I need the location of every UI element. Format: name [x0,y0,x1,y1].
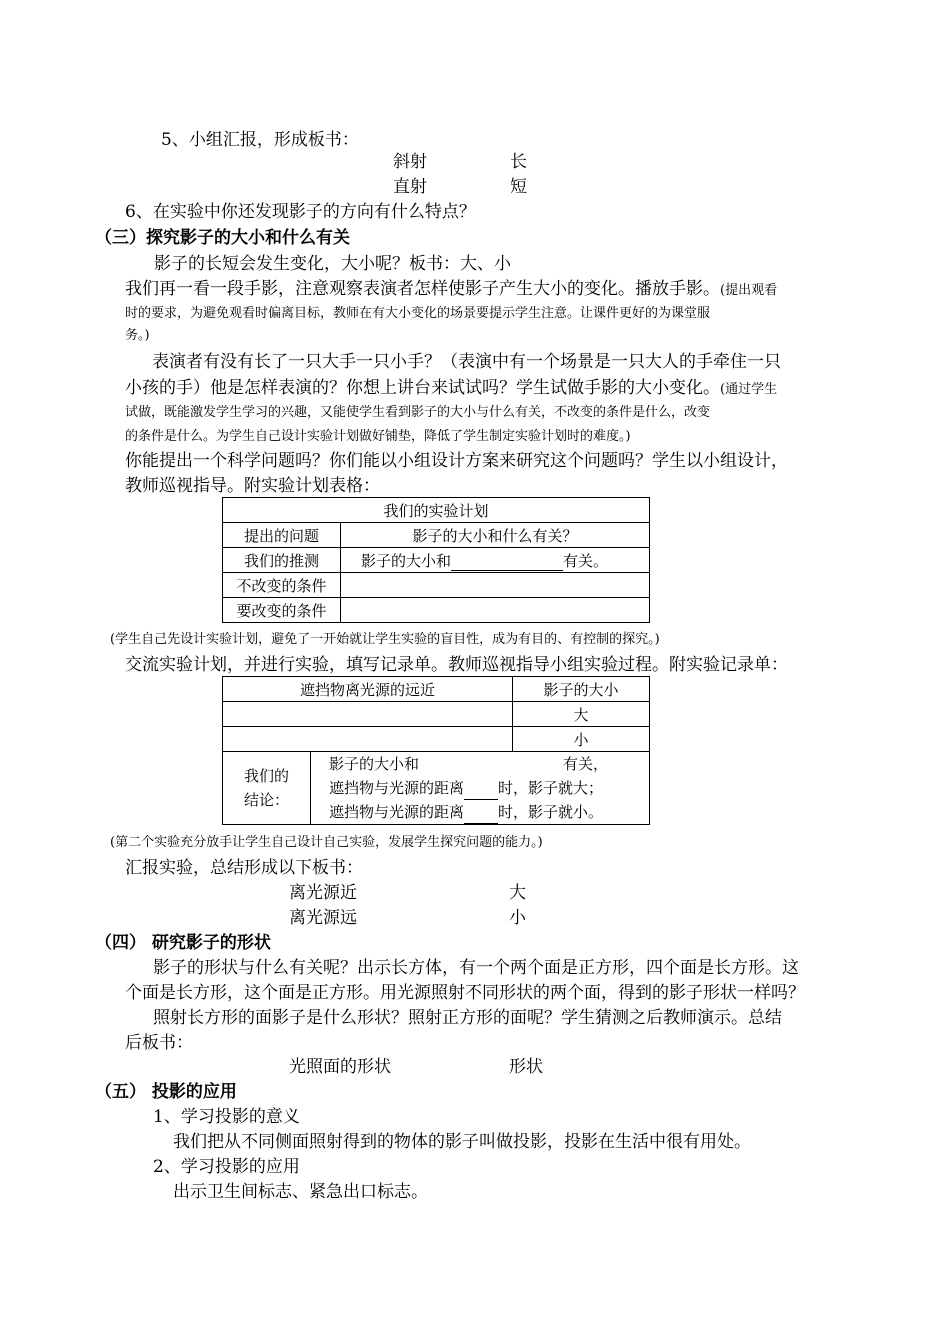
table-cell [341,573,650,598]
table-title: 我们的实验计划 [223,498,650,523]
table-cell: 小 [513,727,650,752]
table-cell: 提出的问题 [223,523,341,548]
conclusion-line: 影子的大小和 有关， [329,755,609,773]
paragraph-line: 出示卫生间标志、紧急出口标志。 [173,1182,428,1202]
paragraph-line: 教师巡视指导。附实验计划表格： [125,476,380,496]
board-item: 短 [510,177,527,197]
board-item: 离光源远 [289,908,357,928]
board-item: 大 [509,883,526,903]
paragraph: 影子的长短会发生变化，大小呢？板书：大、小 [154,254,511,274]
step-5: 5、小组汇报，形成板书： [161,130,359,150]
list-item: 2、学习投影的应用 [153,1157,300,1177]
table-cell: 不改变的条件 [223,573,341,598]
fill-blank [464,784,498,800]
experiment-plan-table [222,497,650,623]
paragraph-line: 汇报实验，总结形成以下板书： [125,858,363,878]
section-heading: （五） 投影的应用 [95,1082,237,1102]
board-item: 离光源近 [289,883,357,903]
board-item: 直射 [393,177,427,197]
section-heading: （三）探究影子的大小和什么有关 [95,228,350,248]
paragraph-line: 影子的形状与什么有关呢？出示长方体，有一个两个面是正方形，四个面是长方形。这 [153,958,799,978]
paragraph-line: 后板书： [125,1033,193,1053]
conclusion-line: 遮挡物与光源的距离 时，影子就小。 [329,800,643,824]
note-line: 试做，既能激发学生学习的兴趣，又能使学生看到影子的大小与什么有关，不改变的条件是什么，改变 [125,405,711,420]
note-line: (第二个实验充分放手让学生自己设计自己实验，发展学生探究问题的能力。) [110,835,543,850]
table-header: 影子的大小 [513,677,650,702]
table-header-row [223,677,650,702]
section-heading: （四） 研究影子的形状 [95,933,271,953]
table-row [223,598,650,623]
conclusion-label: 我们的 结论： [223,752,311,825]
table-cell [223,702,513,727]
conclusion-cell [311,752,650,825]
conclusion-row [223,752,650,825]
table-cell [341,598,650,623]
table-cell: 我们的推测 [223,548,341,573]
paragraph-line: 表演者有没有长了一只大手一只小手？（表演中有一个场景是一只大人的手牵住一只 [152,352,781,372]
board-item: 小 [509,908,526,928]
table-cell: 影子的大小和 有关。 [341,548,650,573]
table-cell: 大 [513,702,650,727]
fill-blank [464,808,498,824]
note-line: 时的要求，为避免观看时偏离目标，教师在有大小变化的场景要提示学生注意。让课件更好的为课堂服 [125,306,711,321]
table-header: 遮挡物离光源的远近 [223,677,513,702]
list-item: 1、学习投影的意义 [153,1107,300,1127]
fill-blank [451,555,563,571]
board-item: 光照面的形状 [289,1057,391,1077]
table-row [223,573,650,598]
note-line: 的条件是什么。为学生自己设计实验计划做好铺垫，降低了学生制定实验计划时的难度。) [125,429,631,444]
board-item: 形状 [509,1057,543,1077]
table-cell [223,727,513,752]
experiment-record-table [222,676,650,825]
board-item: 斜射 [393,152,427,172]
note-line: 务。) [125,328,150,343]
table-row [223,523,650,548]
table-row [223,702,650,727]
paragraph-line: 我们再一看一段手影，注意观察表演者怎样使影子产生大小的变化。播放手影。(提出观看 [125,279,778,299]
note-line: (学生自己先设计实验计划，避免了一开始就让学生实验的盲目性，成为有目的、有控制的探究。) [110,632,660,647]
paragraph-line: 小孩的手）他是怎样表演的？你想上讲台来试试吗？学生试做手影的大小变化。(通过学生 [125,378,778,398]
paragraph-line: 我们把从不同侧面照射得到的物体的影子叫做投影，投影在生活中很有用处。 [173,1132,751,1152]
table-row [223,548,650,573]
paragraph-line: 交流实验计划，并进行实验，填写记录单。教师巡视指导小组实验过程。附实验记录单： [125,655,788,675]
table-row [223,727,650,752]
table-cell: 要改变的条件 [223,598,341,623]
paragraph-line: 个面是长方形，这个面是正方形。用光源照射不同形状的两个面，得到的影子形状一样吗？ [125,983,805,1003]
step-6: 6、在实验中你还发现影子的方向有什么特点？ [125,202,476,222]
conclusion-line: 遮挡物与光源的距离 时，影子就大； [329,776,643,800]
paragraph-line: 你能提出一个科学问题吗？你们能以小组设计方案来研究这个问题吗？学生以小组设计， [125,451,788,471]
paragraph-line: 照射长方形的面影子是什么形状？照射正方形的面呢？学生猜测之后教师演示。总结 [153,1008,782,1028]
board-item: 长 [510,152,527,172]
table-cell: 影子的大小和什么有关？ [341,523,650,548]
